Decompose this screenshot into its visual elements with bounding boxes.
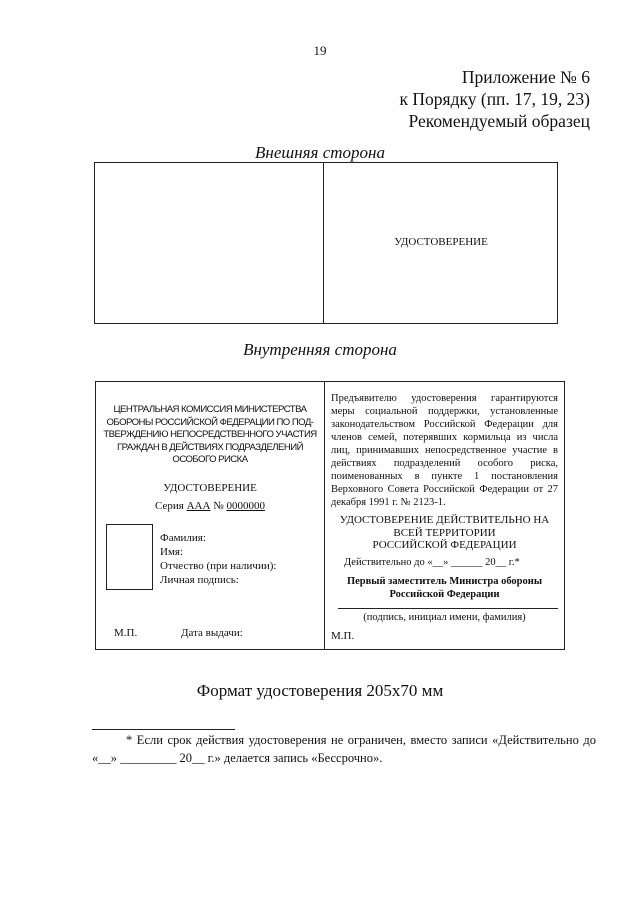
- official-title: [331, 575, 558, 601]
- page-number: 19: [313, 43, 327, 58]
- validity-line: УДОСТОВЕРЕНИЕ ДЕЙСТВИТЕЛЬНО НА: [339, 514, 550, 526]
- number-value: 0000000: [226, 500, 265, 512]
- format-title: Формат удостоверения 205x70 мм: [196, 681, 444, 700]
- org-line: ЦЕНТРАЛЬНАЯ КОМИССИЯ МИНИСТЕРСТВА: [113, 404, 307, 415]
- validity-line: ВСЕЙ ТЕРРИТОРИИ: [393, 526, 496, 539]
- official-line: Первый заместитель Министра обороны: [346, 576, 543, 587]
- series-label: Серия: [155, 500, 187, 512]
- footnote: [92, 731, 596, 767]
- org-line: ТВЕРЖДЕНИЮ НЕПОСРЕДСТВЕННОГО УЧАСТИЯ: [103, 429, 317, 440]
- org-line: ГРАЖДАН В ДЕЙСТВИЯХ ПОДРАЗДЕЛЕНИЙ: [117, 441, 303, 453]
- org-line: ОБОРОНЫ РОССИЙСКОЙ ФЕДЕРАЦИИ ПО ПОД-: [106, 416, 314, 428]
- field-name: Имя:: [160, 546, 184, 558]
- appendix-line-3: Рекомендуемый образец: [408, 111, 590, 131]
- outer-side-title: Внешняя сторона: [255, 143, 385, 162]
- series-number: [100, 500, 320, 513]
- validity-statement: [331, 514, 558, 552]
- signature-line: [338, 608, 558, 609]
- validity-line: РОССИЙСКОЙ ФЕДЕРАЦИИ: [372, 539, 517, 551]
- issue-date-label: Дата выдачи:: [181, 627, 243, 639]
- field-patronymic: Отчество (при наличии):: [160, 560, 277, 572]
- stamp-right: М.П.: [331, 630, 355, 642]
- guarantee-text: Предъявителю удостоверения гарантируются меры социальной поддержки, установленные законодательством Российской Федерации для членов семей, потерявших кормильца из числа лиц, принимавших непосредственное участие в действиях подразделений особого риска, поименованных в пункте 1 постановления Верховного Совета Российской Федерации от 27 декабря 1991 г. № 2123-1.: [331, 393, 558, 508]
- footnote-rule: [92, 729, 235, 730]
- photo-placeholder: [106, 524, 153, 590]
- number-label: №: [210, 500, 227, 512]
- field-surname: Фамилия:: [160, 532, 206, 544]
- footnote-text: * Если срок действия удостоверения не ограничен, вместо записи «Действительно до «__» _________ 20__ г.» делается запись «Бессрочно».: [92, 733, 596, 765]
- valid-until: Действительно до «__» ______ 20__ г.*: [344, 557, 520, 568]
- field-signature: Личная подпись:: [160, 574, 239, 586]
- holder-fields: [160, 531, 320, 587]
- inner-side-fold: [324, 381, 325, 650]
- series-value: ААА: [186, 500, 211, 512]
- appendix-line-2: к Порядку (пп. 17, 19, 23): [399, 89, 590, 109]
- stamp-left: М.П.: [114, 627, 138, 639]
- appendix-line-1: Приложение № 6: [461, 67, 590, 87]
- signature-caption: (подпись, инициал имени, фамилия): [363, 612, 526, 623]
- doc-title: УДОСТОВЕРЕНИЕ: [163, 482, 257, 494]
- org-name: [100, 404, 320, 467]
- org-line: ОСОБОГО РИСКА: [172, 454, 248, 465]
- inner-side-title: Внутренняя сторона: [243, 340, 397, 359]
- outer-cover-title: УДОСТОВЕРЕНИЕ: [394, 236, 488, 248]
- official-line: Российской Федерации: [389, 589, 500, 600]
